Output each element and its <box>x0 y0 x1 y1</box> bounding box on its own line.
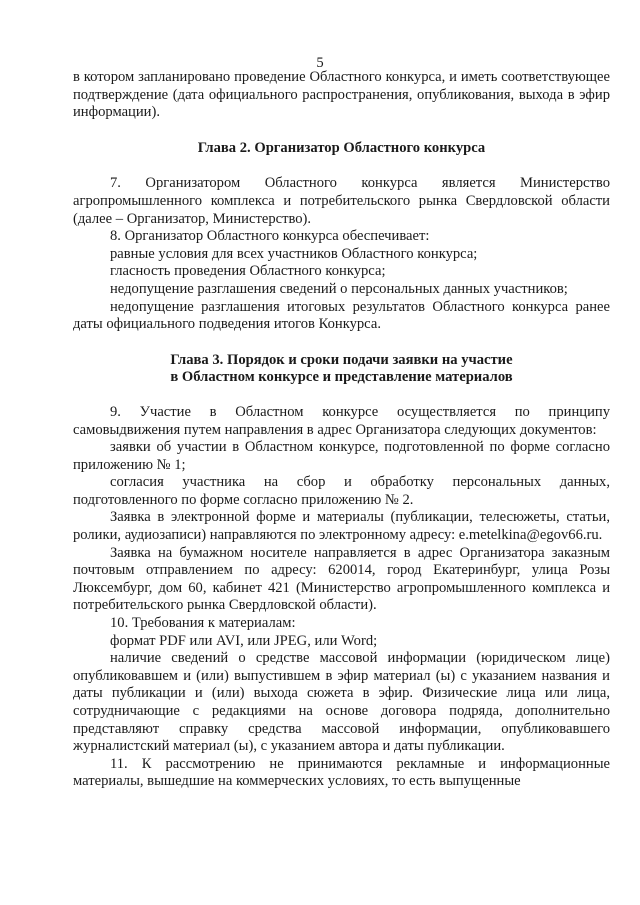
chapter-3-heading <box>73 352 610 387</box>
list-item: заявки об участии в Областном конкурсе, подготовленной по форме согласно приложению № 1; <box>73 439 610 473</box>
list-item: недопущение разглашения итоговых результатов Областного конкурса ранее даты официального подведения итогов Конкурса. <box>73 298 610 333</box>
list-item: согласия участника на сбор и обработку персональных данных, подготовленного по форме согласно приложению № 2. <box>73 474 610 508</box>
chapter-3-heading-line2: в Областном конкурсе и представление материалов <box>170 369 513 386</box>
paragraph-10-format: формат PDF или AVI, или JPEG, или Word; <box>110 632 378 649</box>
chapter-3-heading-line1: Глава 3. Порядок и сроки подачи заявки на участие <box>170 351 513 368</box>
document-body <box>73 69 610 791</box>
paragraph-9: 9. Участие в Областном конкурсе осуществляется по принципу самовыдвижения путем направления в адрес Организатора следующих документов: <box>73 403 610 438</box>
paragraph-electronic-submission: Заявка в электронной форме и материалы (публикации, телесюжеты, статьи, ролики, аудиозаписи) направляются по электронному адресу: e.metelkina@egov66.ru. <box>73 509 610 544</box>
paragraph-paper-submission: Заявка на бумажном носителе направляется в адрес Организатора заказным почтовым отправлением по адресу: 620014, город Екатеринбург, улица Розы Люксембург, дом 60, кабинет 421 (Министерство агропромышленного комплекса и потребительского рынка Свердловской области). <box>73 544 610 614</box>
chapter-2-heading: Глава 2. Организатор Областного конкурса <box>197 139 486 156</box>
paragraph-10-intro: 10. Требования к материалам: <box>110 615 296 632</box>
list-item: недопущение разглашения сведений о персональных данных участников; <box>110 280 568 297</box>
paragraph-7: 7. Организатором Областного конкурса является Министерство агропромышленного комплекса и потребительского рынка Свердловской области (далее – Организатор, Министерство). <box>73 175 610 227</box>
paragraph-11: 11. К рассмотрению не принимаются рекламные и информационные материалы, вышедшие на коммерческих условиях, то есть выпущенные <box>73 755 610 790</box>
list-item: равные условия для всех участников Областного конкурса; <box>110 245 478 262</box>
paragraph-10-info: наличие сведений о средстве массовой информации (юридическом лице) опубликовавшем и (или) выпустившем в эфир материал (ы) с указанием названия и даты публикации и (или) выхода сюжета в эфир. Физические лица или лица, сотрудничающие с редакциями на основе договора подряда, дополнительно представляют справку средства массовой информации, опубликовавшего журналистский материал (ы), с указанием автора и даты публикации. <box>73 650 610 755</box>
page-number: 5 <box>316 55 324 71</box>
paragraph-8-intro: 8. Организатор Областного конкурса обеспечивает: <box>110 228 430 245</box>
intro-continuation: в котором запланировано проведение Областного конкурса, и иметь соответствующее подтверждение (дата официального распространения, опубликования, выхода в эфир информации). <box>73 69 610 121</box>
list-item: гласность проведения Областного конкурса; <box>110 263 386 280</box>
